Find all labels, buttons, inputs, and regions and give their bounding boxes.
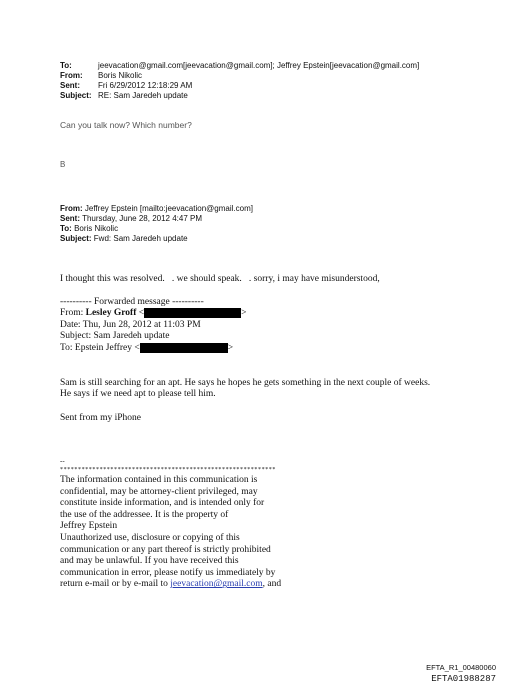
- disclaimer-line: confidential, may be attorney-client privileged, may: [60, 486, 258, 497]
- footer-id-1: EFTA_R1_00480060: [426, 663, 496, 672]
- disclaimer-last-prefix: return e-mail or by e-mail to: [60, 579, 171, 590]
- subject-label-2: Subject:: [60, 234, 92, 243]
- to-row: [60, 61, 419, 71]
- redaction-bar: [144, 308, 241, 318]
- sent-label-2: Sent:: [60, 214, 80, 223]
- subject-value-2: Fwd: Sam Jaredeh update: [93, 234, 188, 243]
- to-row-2: [60, 224, 253, 234]
- forward-to-row: [60, 343, 246, 355]
- disclaimer-last-suffix: , and: [262, 579, 282, 590]
- from-row: [60, 71, 419, 81]
- to-label-2: To:: [60, 224, 72, 233]
- forward-from-label: From:: [60, 308, 84, 319]
- subject-label: Subject:: [60, 91, 92, 100]
- sent-from: Sent from my iPhone: [60, 413, 142, 423]
- disclaimer-line: the use of the addressee. It is the property of: [60, 509, 229, 520]
- disclaimer-line: Unauthorized use, disclosure or copying of this: [60, 532, 240, 543]
- email-link[interactable]: jeevacation@gmail.com: [170, 579, 263, 590]
- message-2: I thought this was resolved. . we should speak. . sorry, i may have misunderstood,: [60, 274, 380, 284]
- forward-from-name: Lesley Groff: [85, 308, 137, 319]
- disclaimer-line: The information contained in this communication is: [60, 475, 258, 485]
- sent-row-2: [60, 214, 253, 224]
- email-header-2: [60, 204, 253, 244]
- disclaimer-line: and may be unlawful. If you have received this: [60, 556, 239, 567]
- sent-label: Sent:: [60, 81, 80, 90]
- disclaimer-line: communication in error, please notify us immediately by: [60, 567, 276, 578]
- message-3-line-1: Sam is still searching for an apt. He says he hopes he gets something in the next couple of weeks.: [60, 378, 431, 388]
- forward-marker: ---------- Forwarded message ----------: [60, 297, 204, 307]
- sent-value-2: Thursday, June 28, 2012 4:47 PM: [82, 214, 203, 223]
- forward-from-row: [60, 308, 246, 320]
- message-3: [60, 378, 430, 401]
- sent-row: [60, 81, 419, 91]
- to-label: To:: [60, 61, 72, 70]
- from-value-2: Jeffrey Epstein [mailto:jeevacation@gmail.com]: [84, 204, 253, 213]
- subject-row-2: [60, 234, 253, 244]
- redaction-bar: [140, 343, 228, 353]
- disclaimer: [60, 456, 281, 591]
- disclaimer-line: communication or any part thereof is strictly prohibited: [60, 544, 271, 555]
- disclaimer-dashes: --: [60, 457, 65, 465]
- email-header-1: [60, 61, 419, 101]
- signature-1: B: [60, 160, 66, 169]
- message-1: Can you talk now? Which number?: [60, 120, 192, 130]
- from-value: Boris Nikolic: [98, 71, 143, 80]
- forward-from-close: >: [241, 308, 247, 319]
- subject-value: RE: Sam Jaredeh update: [98, 91, 188, 100]
- to-value-2: Boris Nikolic: [74, 224, 119, 233]
- forward-subject: Subject: Sam Jaredeh update: [60, 331, 170, 342]
- disclaimer-stars: ************************************************************: [60, 467, 276, 473]
- subject-row: [60, 91, 419, 101]
- forward-to-close: >: [227, 343, 234, 353]
- to-value: jeevacation@gmail.com[jeevacation@gmail.com]; Jeffrey Epstein[jeevacation@gmail.com]: [98, 61, 420, 70]
- message-3-line-2: He says if we need apt to please tell him.: [60, 389, 216, 400]
- disclaimer-last-line: [60, 579, 281, 591]
- from-row-2: [60, 204, 253, 214]
- disclaimer-line: constitute inside information, and is intended only for: [60, 498, 265, 509]
- from-label: From:: [60, 71, 83, 80]
- forwarded-block: [60, 297, 246, 354]
- forward-from-open: <: [138, 308, 145, 319]
- from-label-2: From:: [60, 204, 83, 213]
- sent-value: Fri 6/29/2012 12:18:29 AM: [98, 81, 193, 90]
- forward-to-line: To: Epstein Jeffrey <: [60, 343, 140, 353]
- footer-id-2: EFTA01988287: [431, 674, 496, 684]
- forward-date: Date: Thu, Jun 28, 2012 at 11:03 PM: [60, 320, 201, 330]
- disclaimer-line: Jeffrey Epstein: [60, 521, 118, 532]
